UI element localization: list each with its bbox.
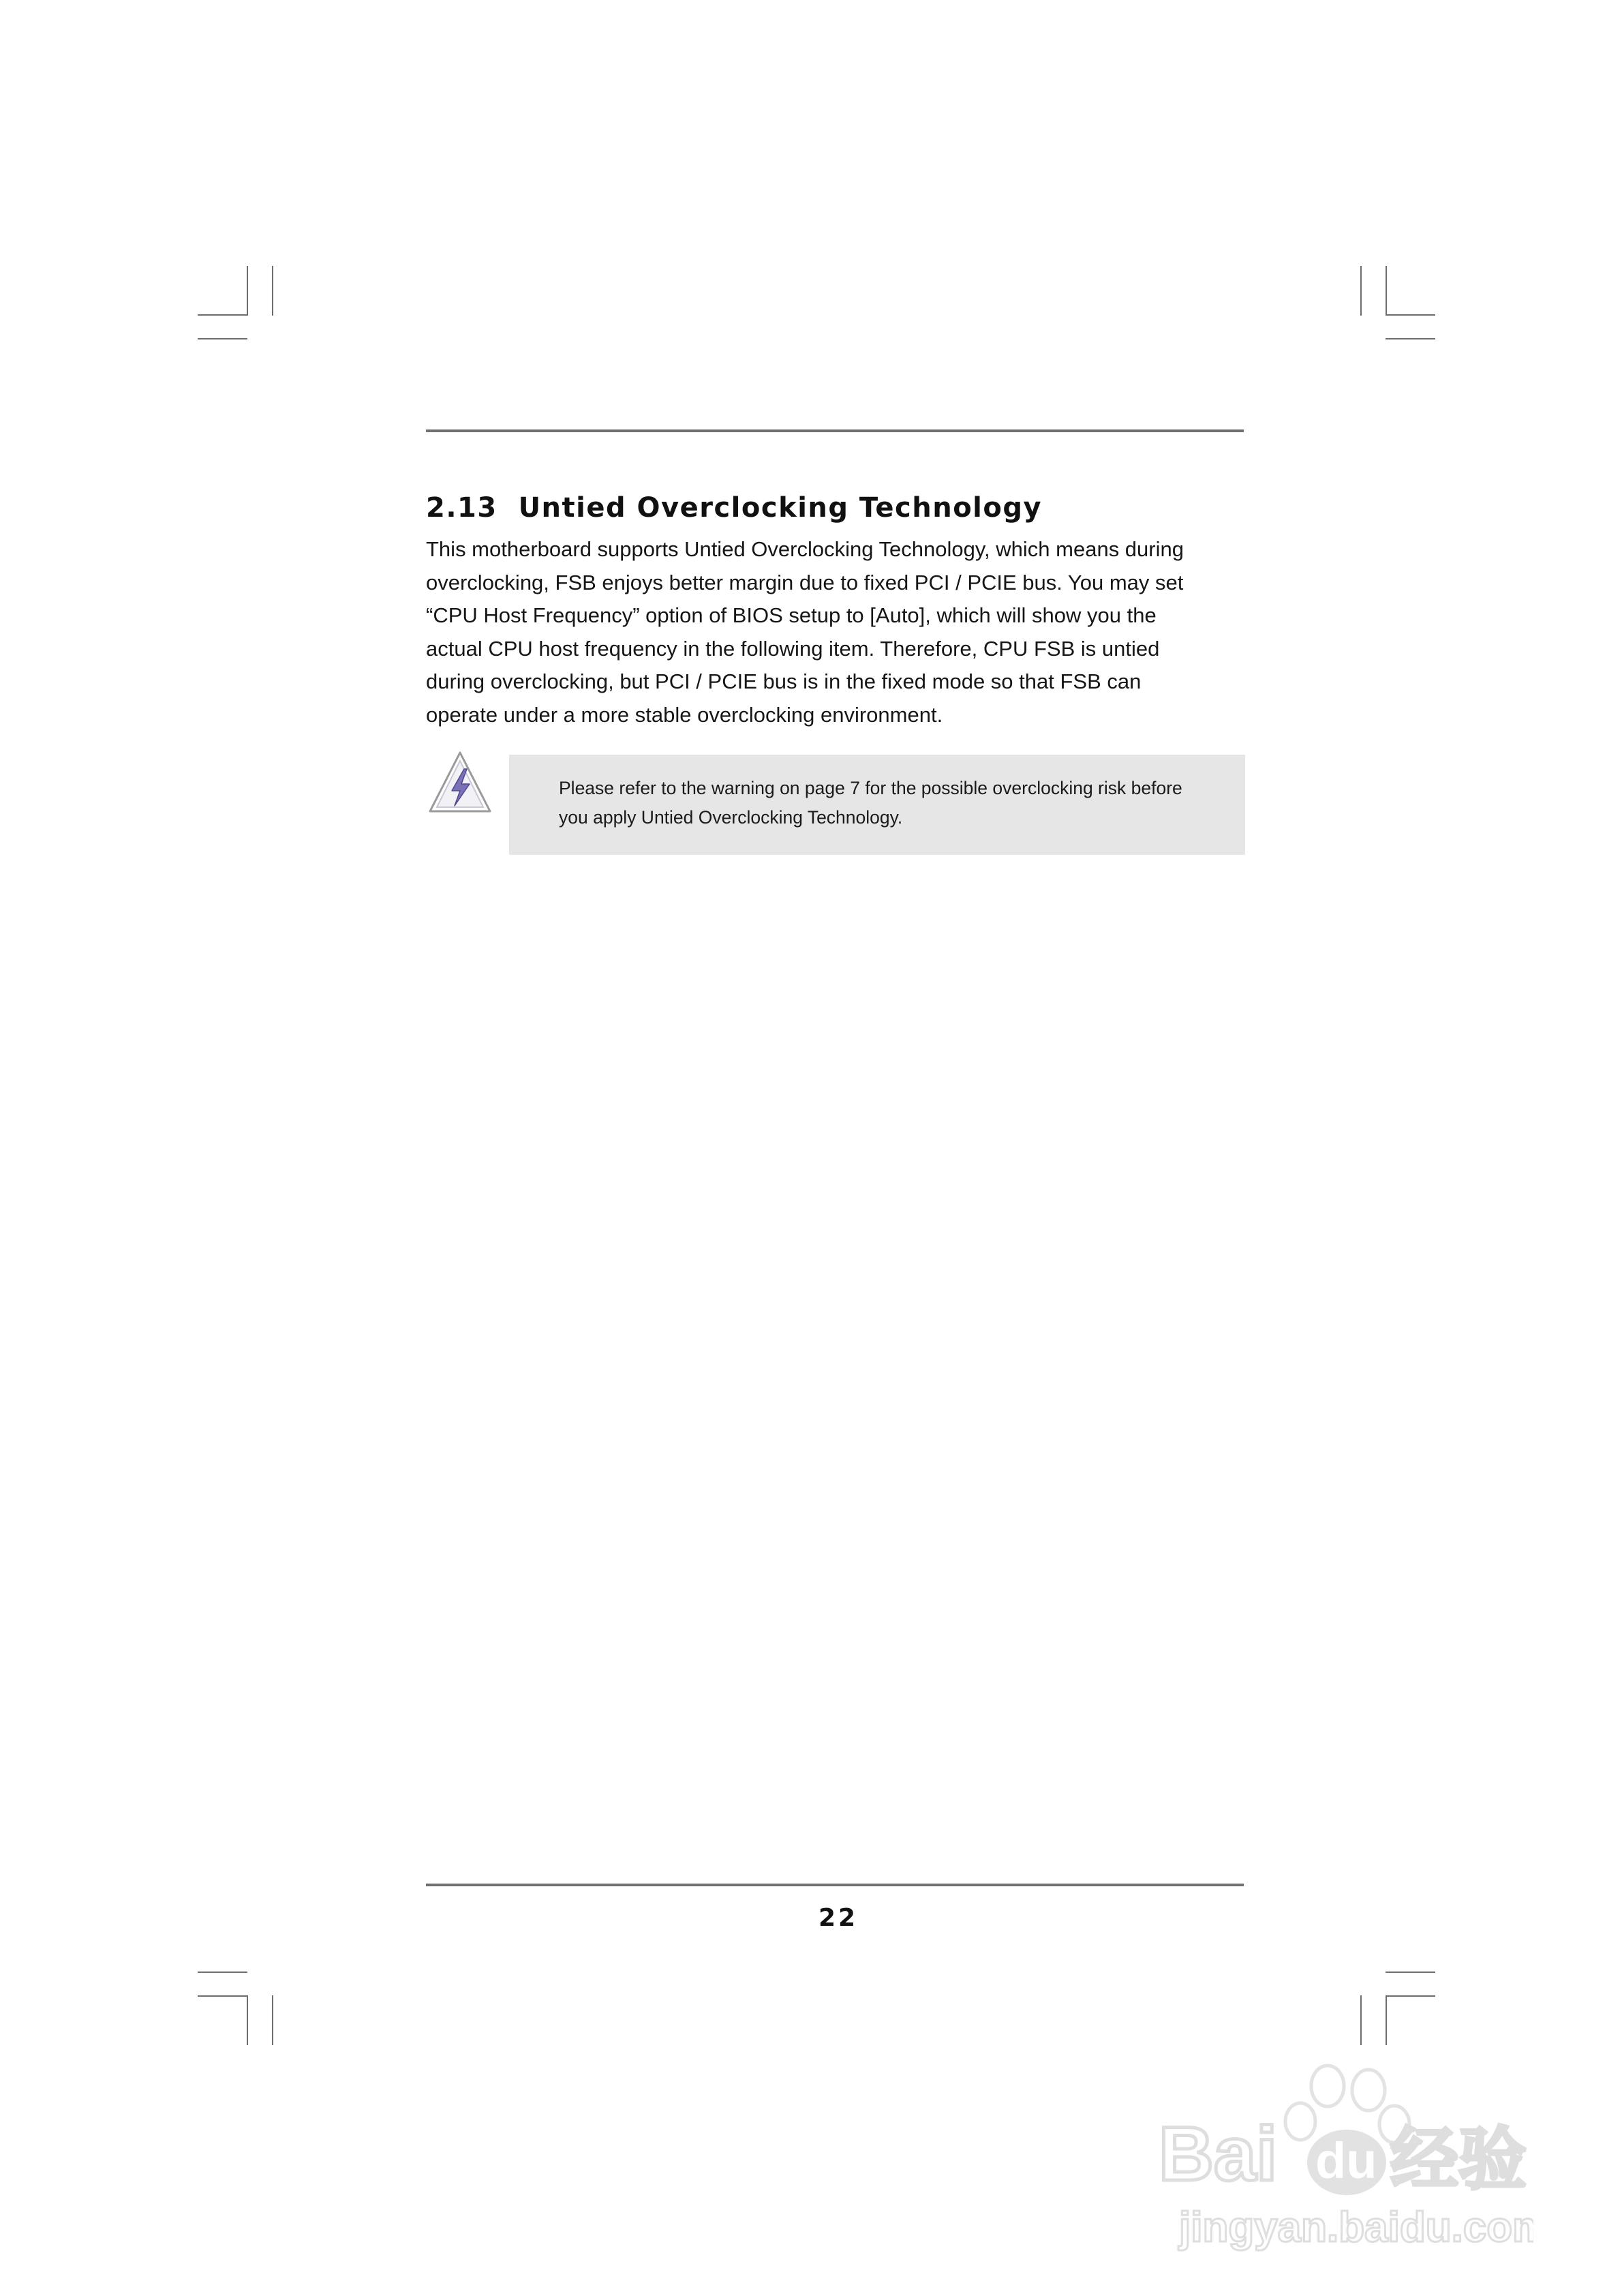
- svg-text:jingyan.baidu.com: jingyan.baidu.com: [1179, 2204, 1533, 2251]
- crop-mark: [198, 338, 247, 339]
- body-line: during overclocking, but PCI / PCIE bus is in the fixed mode so that FSB can: [426, 669, 1142, 693]
- crop-mark: [247, 266, 248, 316]
- note-box: [509, 755, 1245, 855]
- note-line: you apply Untied Overclocking Technology.: [559, 807, 903, 828]
- header-rule: [426, 429, 1244, 432]
- crop-mark: [1386, 338, 1435, 339]
- svg-text:du: du: [1315, 2132, 1377, 2189]
- crop-mark: [1360, 1995, 1362, 2045]
- crop-mark: [1386, 1995, 1435, 1997]
- crop-mark: [198, 1995, 247, 1997]
- body-paragraph: [426, 533, 1254, 731]
- crop-mark: [1386, 266, 1387, 316]
- body-line: This motherboard supports Untied Overclocking Technology, which means during: [426, 537, 1184, 561]
- body-line: operate under a more stable overclocking environment.: [426, 702, 943, 727]
- svg-text:经验: 经验: [1390, 2119, 1527, 2199]
- crop-mark: [1386, 1972, 1435, 1973]
- section-title-text: Untied Overclocking Technology: [518, 492, 1043, 524]
- crop-mark: [272, 266, 273, 316]
- crop-mark: [1386, 314, 1435, 316]
- warning-icon: [425, 749, 493, 817]
- crop-mark: [247, 1995, 248, 2045]
- crop-mark: [1386, 1995, 1387, 2045]
- baidu-watermark: [1152, 2059, 1533, 2256]
- note-text: [559, 774, 1240, 832]
- crop-mark: [272, 1995, 273, 2045]
- crop-mark: [198, 1972, 247, 1973]
- crop-mark: [198, 314, 247, 316]
- svg-text:Bai: Bai: [1159, 2111, 1278, 2196]
- section-heading: [426, 492, 1042, 524]
- section-number: 2.13: [426, 492, 498, 524]
- footer-rule: [426, 1884, 1244, 1886]
- body-line: actual CPU host frequency in the following item. Therefore, CPU FSB is untied: [426, 636, 1160, 661]
- body-line: overclocking, FSB enjoys better margin due to fixed PCI / PCIE bus. You may set: [426, 570, 1184, 594]
- page-number: 22: [818, 1904, 859, 1932]
- note-line: Please refer to the warning on page 7 for the possible overclocking risk before: [559, 778, 1182, 798]
- crop-mark: [1360, 266, 1362, 316]
- body-line: “CPU Host Frequency” option of BIOS setup to [Auto], which will show you the: [426, 603, 1157, 627]
